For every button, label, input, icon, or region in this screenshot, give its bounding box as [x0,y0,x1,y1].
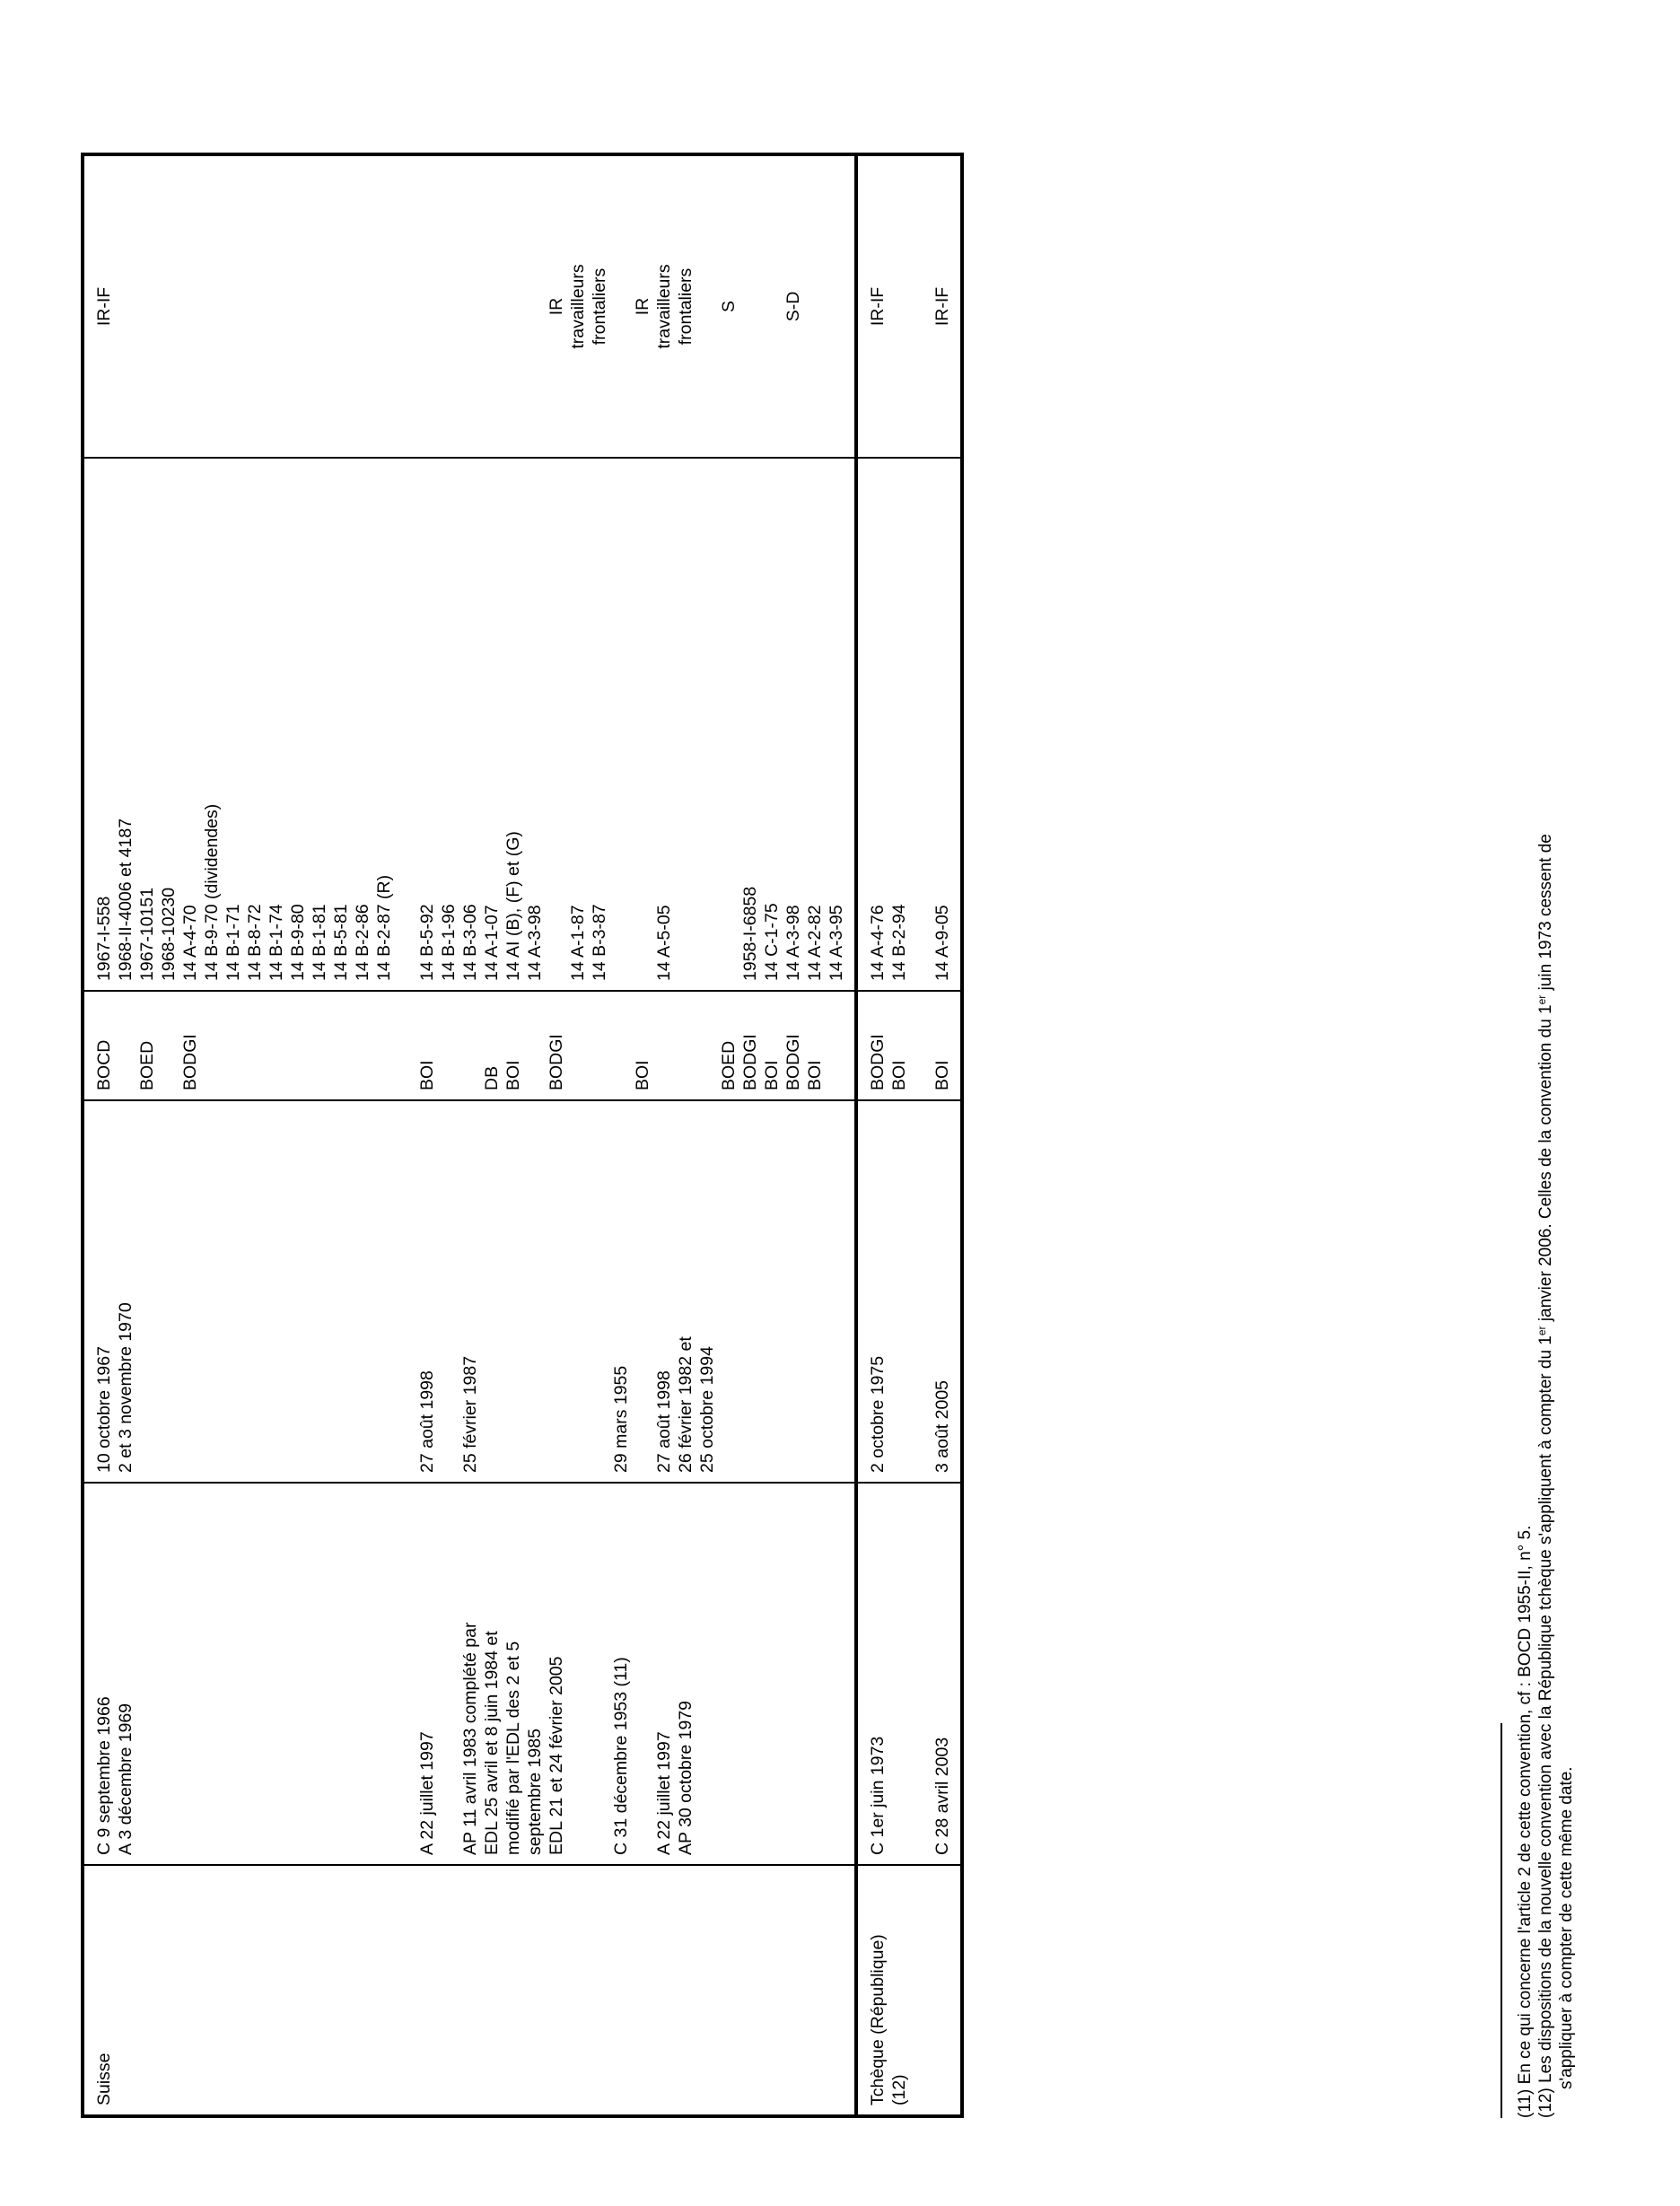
table-row [856,154,962,2116]
source-line: BOI [889,1060,909,1090]
footnote-11: (11) En ce qui concerne l'article 2 de cette convention, cf : BOCD 1955-II, n° 5. [1516,1525,1535,2118]
date-cell [83,1100,856,1483]
convention-line: C 28 avril 2003 [932,1737,952,1855]
convention-line: A 3 décembre 1969 [116,1703,136,1855]
reference-line: 14 A-1-87 [568,905,588,981]
reference-line: 14 A-4-70 [180,905,200,981]
date-line: 3 août 2005 [932,1379,952,1473]
reference-line: 14 C-1-75 [762,903,782,981]
date-line: 29 mars 1955 [611,1365,631,1473]
source-line: BOED [137,1040,157,1090]
tax-type-line: IR-IF [932,286,952,327]
tax-type-cell [856,154,962,458]
reference-line: 14 A-3-98 [783,905,803,981]
footnotes [1501,108,1577,2118]
convention-cell [83,1483,856,1865]
tax-type-line: frontaliers [590,267,609,346]
reference-line: 14 B-2-86 [353,904,372,981]
convention-cell [856,1483,962,1865]
reference-cell [83,458,856,991]
reference-line: 14 B-5-81 [331,904,351,981]
date-line: 10 octobre 1967 [94,1346,114,1473]
reference-line: 14 B-1-74 [267,904,286,981]
reference-line: 14 A-3-98 [525,905,545,981]
source-line: BODGI [783,1034,803,1090]
source-line: BODGI [180,1034,200,1090]
reference-line: 1968-II-4006 et 4187 [116,818,136,981]
date-line: 25 février 1987 [460,1355,480,1473]
reference-line: 14 A-4-76 [868,905,888,981]
reference-line: 14 A-1-07 [482,905,502,981]
reference-line: 14 B-8-72 [245,904,265,981]
convention-line: AP 11 avril 1983 complété par [460,1622,480,1855]
source-cell [856,991,962,1100]
source-line: BODGI [740,1034,760,1090]
source-cell [83,991,856,1100]
country-cell [856,1865,962,2116]
footnote-separator [1501,1723,1502,2118]
reference-line: 1967-10151 [137,887,157,981]
reference-line: 14 A-2-82 [805,905,825,981]
country-cell [83,1865,856,2116]
tax-type-line: travailleurs [654,264,674,349]
tax-type-line: travailleurs [568,264,588,349]
source-line: BOCD [94,1039,114,1090]
date-line: 2 octobre 1975 [868,1355,888,1473]
tax-type-line: S [719,301,739,313]
date-line: 26 février 1982 et [676,1336,696,1473]
source-line: BOI [633,1060,652,1090]
reference-line: 14 A-3-95 [827,905,846,981]
reference-line: 14 B-1-81 [310,904,329,981]
convention-line: modifié par l'EDL des 2 et 5 [503,1641,523,1855]
country-name: Tchèque (République) [868,1934,888,2105]
tax-type-line: frontaliers [676,267,696,346]
reference-line: 14 A-5-05 [654,905,674,981]
reference-line: 14 B-3-06 [460,904,480,981]
reference-line: 14 B-9-80 [288,904,308,981]
convention-line: septembre 1985 [525,1729,545,1855]
country-name: Suisse [94,2053,114,2105]
source-line: BOI [417,1060,437,1090]
source-line: BOI [805,1060,825,1090]
convention-line: A 22 juillet 1997 [654,1731,674,1855]
source-line: BODGI [868,1034,888,1090]
tax-type-cell [83,154,856,458]
convention-line: AP 30 octobre 1979 [676,1700,696,1855]
reference-line: 14 B-1-96 [439,904,459,981]
footnote-12: (12) Les dispositions de la nouvelle convention avec la République tchèque s'appliquent à compter du 1er janvier 2006. Celles de la convention du 1er juin 1973 cessent de [1536,834,1555,2118]
table-row [83,154,856,2116]
reference-line: 14 AI (B), (F) et (G) [503,831,523,981]
source-line: BODGI [547,1034,566,1090]
reference-line: 14 B-2-87 (R) [374,874,394,981]
convention-line: C 9 septembre 1966 [94,1696,114,1855]
reference-line: 14 B-1-71 [223,904,243,981]
convention-line: C 31 décembre 1953 (11) [611,1657,631,1855]
reference-line: 14 B-5-92 [417,904,437,981]
source-line: BOED [719,1040,739,1090]
reference-cell [856,458,962,991]
tax-type-line: IR-IF [868,286,888,327]
country-footnote-ref: (12) [889,2074,909,2105]
tax-conventions-table [81,153,964,2118]
date-cell [856,1100,962,1483]
footnote-12-continuation: s'appliquer à compter de cette même date. [1557,1766,1576,2089]
reference-line: 1967-I-558 [94,896,114,981]
tax-type-line: IR [633,297,652,316]
date-line: 27 août 1998 [654,1370,674,1473]
date-line: 2 et 3 novembre 1970 [116,1302,136,1473]
reference-line: 1968-10230 [159,887,179,981]
reference-line: 14 B-2-94 [889,904,909,981]
convention-line: C 1er juin 1973 [868,1736,888,1855]
reference-line: 14 B-3-87 [590,904,609,981]
source-line: DB [482,1065,502,1090]
source-line: BOI [762,1060,782,1090]
convention-line: EDL 25 avril et 8 juin 1984 et [482,1631,502,1855]
reference-line: 14 A-9-05 [932,905,952,981]
date-line: 25 octobre 1994 [697,1346,717,1473]
source-line: BOI [932,1060,952,1090]
convention-line: A 22 juillet 1997 [417,1731,437,1855]
reference-line: 14 B-9-70 (dividendes) [202,803,222,981]
tax-type-line: IR [547,297,566,316]
tax-type-line: IR-IF [94,286,114,327]
source-line: BOI [503,1060,523,1090]
convention-line: EDL 21 et 24 février 2005 [547,1656,566,1855]
reference-line: 1958-I-6858 [740,886,760,981]
date-line: 27 août 1998 [417,1370,437,1473]
tax-type-line: S-D [783,291,803,322]
